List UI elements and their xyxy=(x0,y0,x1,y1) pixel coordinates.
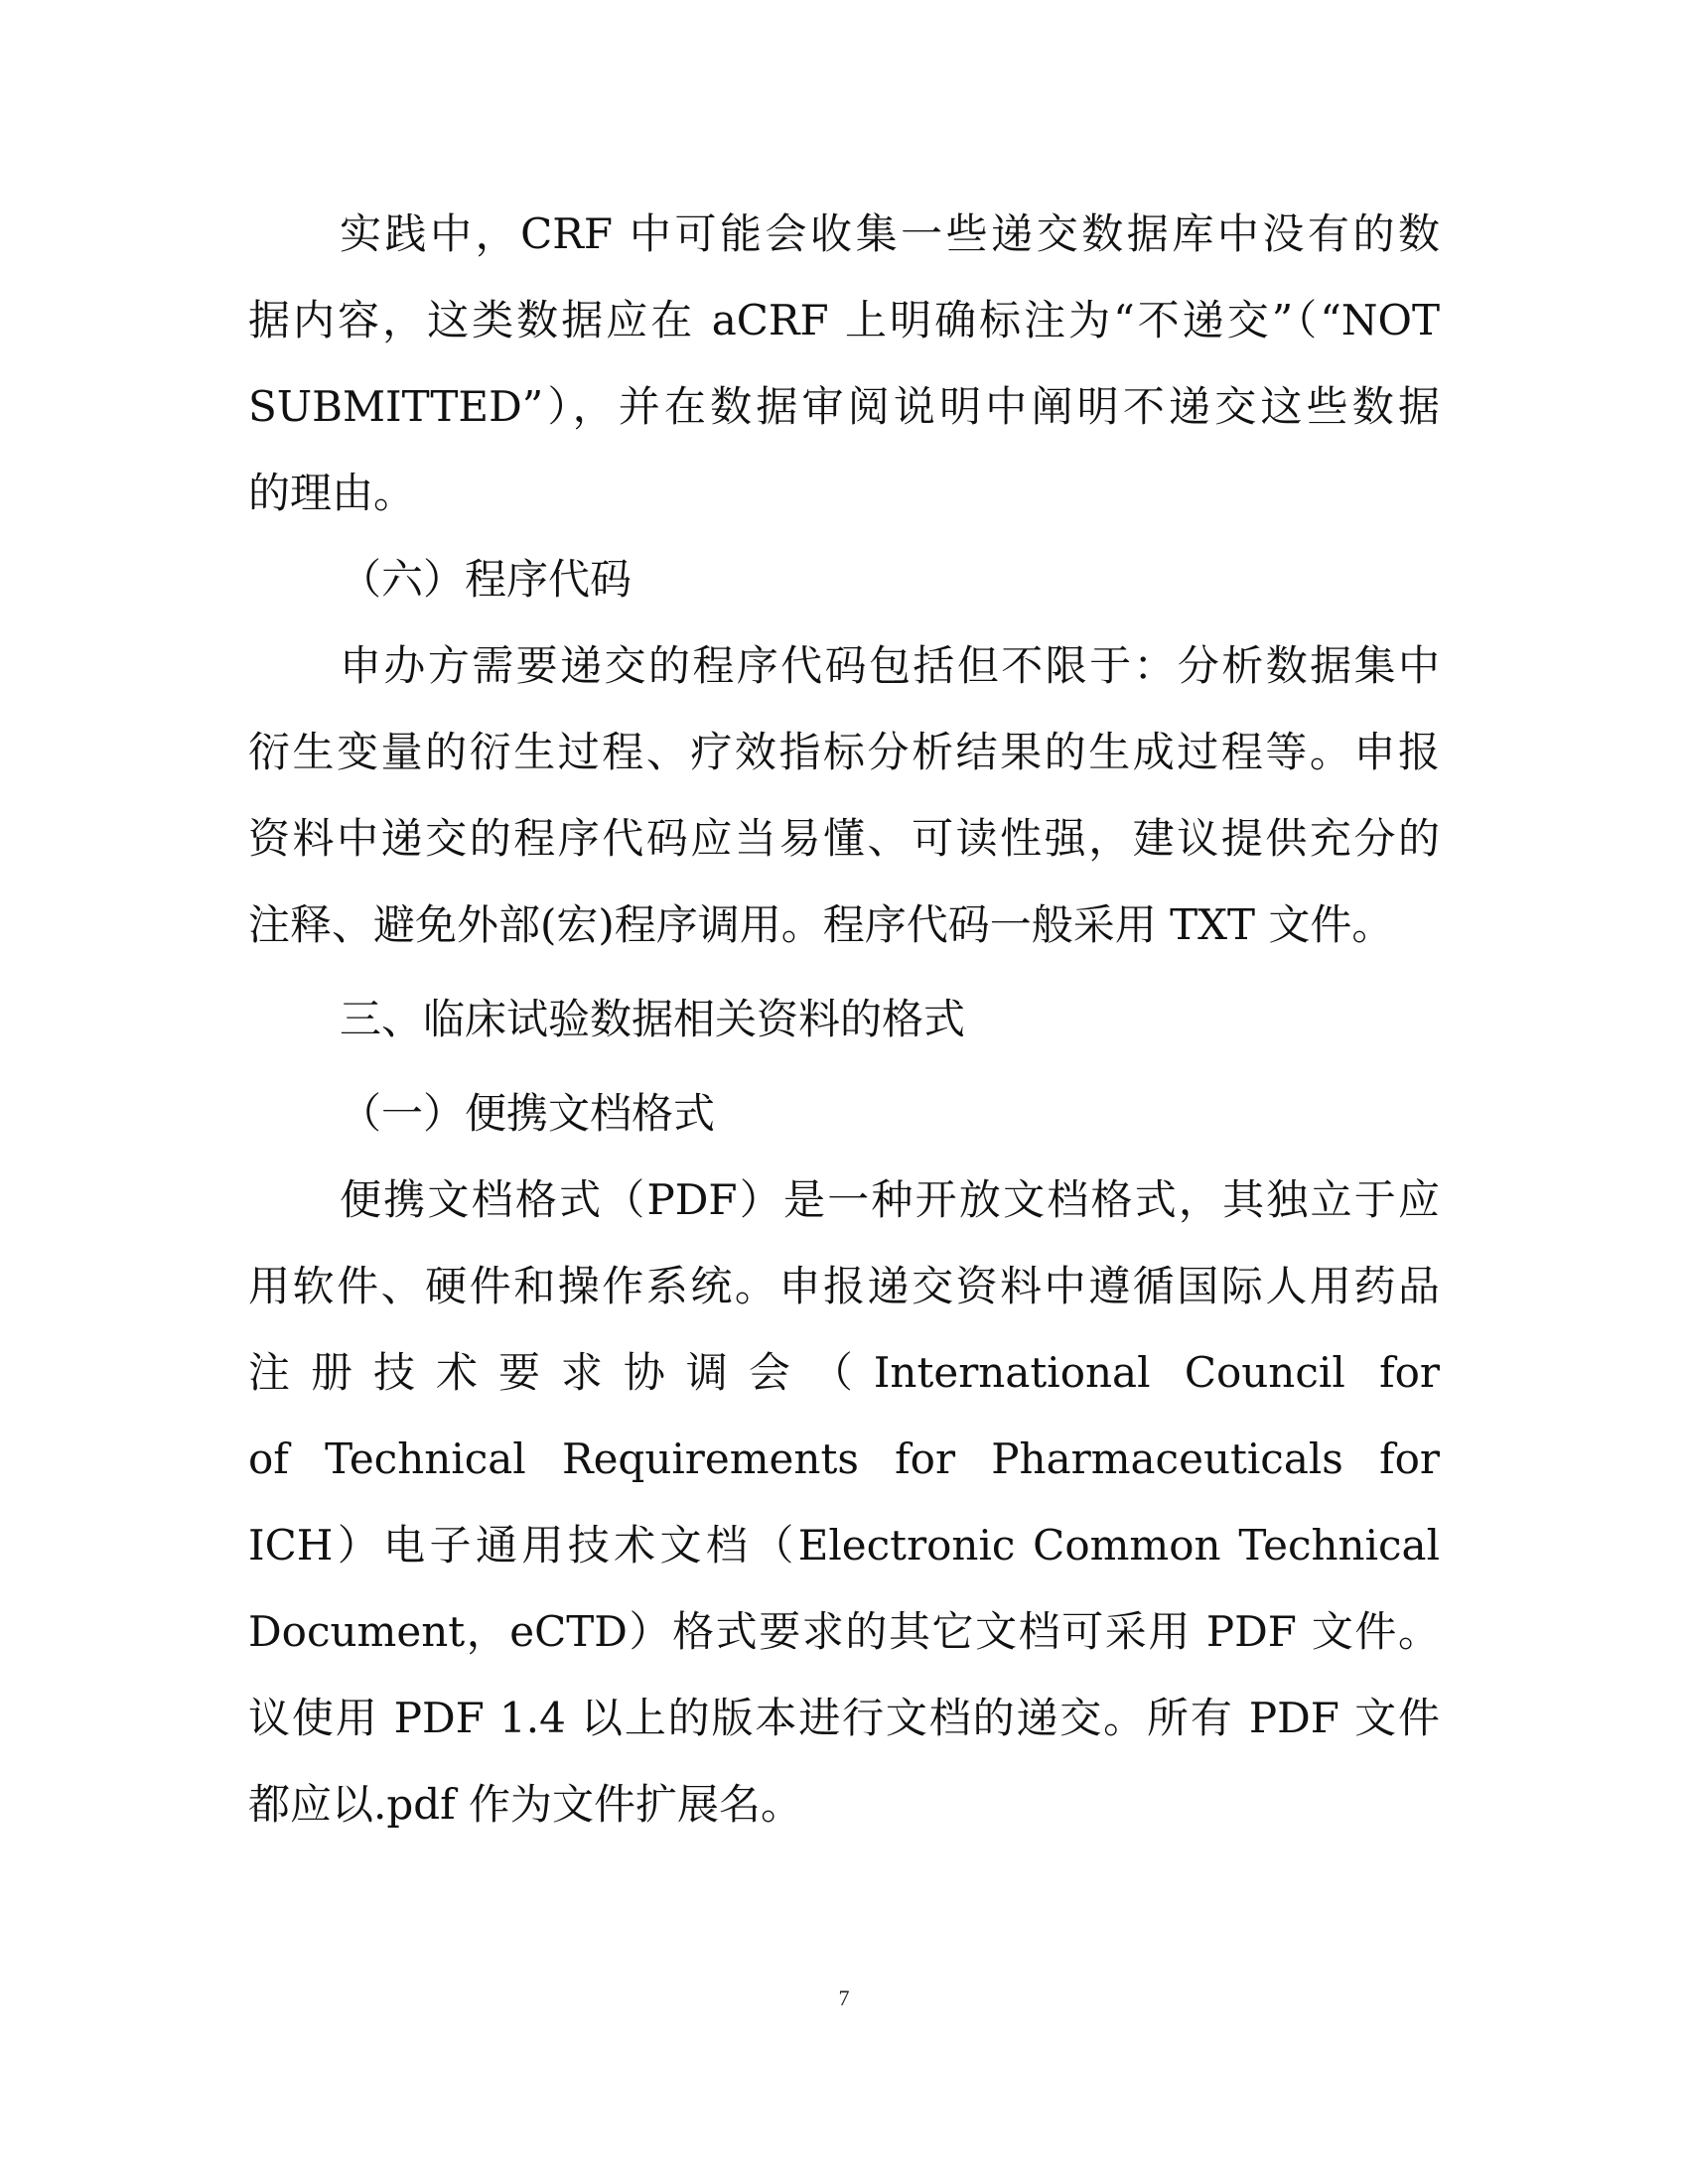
text-line: of Technical Requirements for Pharmaceuticals for xyxy=(248,1434,1440,1483)
text-line: SUBMITTED”），并在数据审阅说明中阐明不递交这些数据 xyxy=(248,382,1440,431)
text-line: 便携文档格式（PDF）是一种开放文档格式，其独立于应 xyxy=(340,1175,1440,1224)
paragraph-program-code xyxy=(248,622,1440,968)
section-heading-data-format: 三、临床试验数据相关资料的格式 xyxy=(340,995,966,1043)
text-line: 衍生变量的衍生过程、疗效指标分析结果的生成过程等。申报 xyxy=(248,728,1440,776)
text-line: 申办方需要递交的程序代码包括但不限于：分析数据集中 xyxy=(340,641,1440,690)
paragraph-crf-not-submitted xyxy=(248,191,1440,536)
text-line: 用软件、硬件和操作系统。申报递交资料中遵循国际人用药品 xyxy=(248,1262,1440,1310)
section-heading-pdf: （一）便携文档格式 xyxy=(340,1089,716,1138)
document-body xyxy=(248,191,1440,1847)
text-line: ICH）电子通用技术文档（Electronic Common Technical xyxy=(248,1521,1440,1570)
text-line: 的理由。 xyxy=(248,469,416,517)
paragraph-pdf-format xyxy=(248,1157,1440,1847)
text-line: 都应以.pdf 作为文件扩展名。 xyxy=(248,1780,803,1829)
text-line: 注册技术要求协调会（International Council for xyxy=(248,1348,1440,1397)
text-line: 资料中递交的程序代码应当易懂、可读性强，建议提供充分的 xyxy=(248,814,1440,863)
text-line: 实践中，CRF 中可能会收集一些递交数据库中没有的数 xyxy=(340,209,1440,258)
page-number: 7 xyxy=(838,1985,850,2010)
text-line: Document，eCTD）格式要求的其它文档可采用 PDF 文件。 xyxy=(248,1607,1440,1656)
section-heading-program-code: （六）程序代码 xyxy=(340,555,633,604)
text-line: 议使用 PDF 1.4 以上的版本进行文档的递交。所有 PDF 文件 xyxy=(248,1694,1440,1742)
text-line: 据内容，这类数据应在 aCRF 上明确标注为“不递交”（“NOT xyxy=(248,296,1440,344)
text-line: 注释、避免外部(宏)程序调用。程序代码一般采用 TXT 文件。 xyxy=(248,900,1394,949)
